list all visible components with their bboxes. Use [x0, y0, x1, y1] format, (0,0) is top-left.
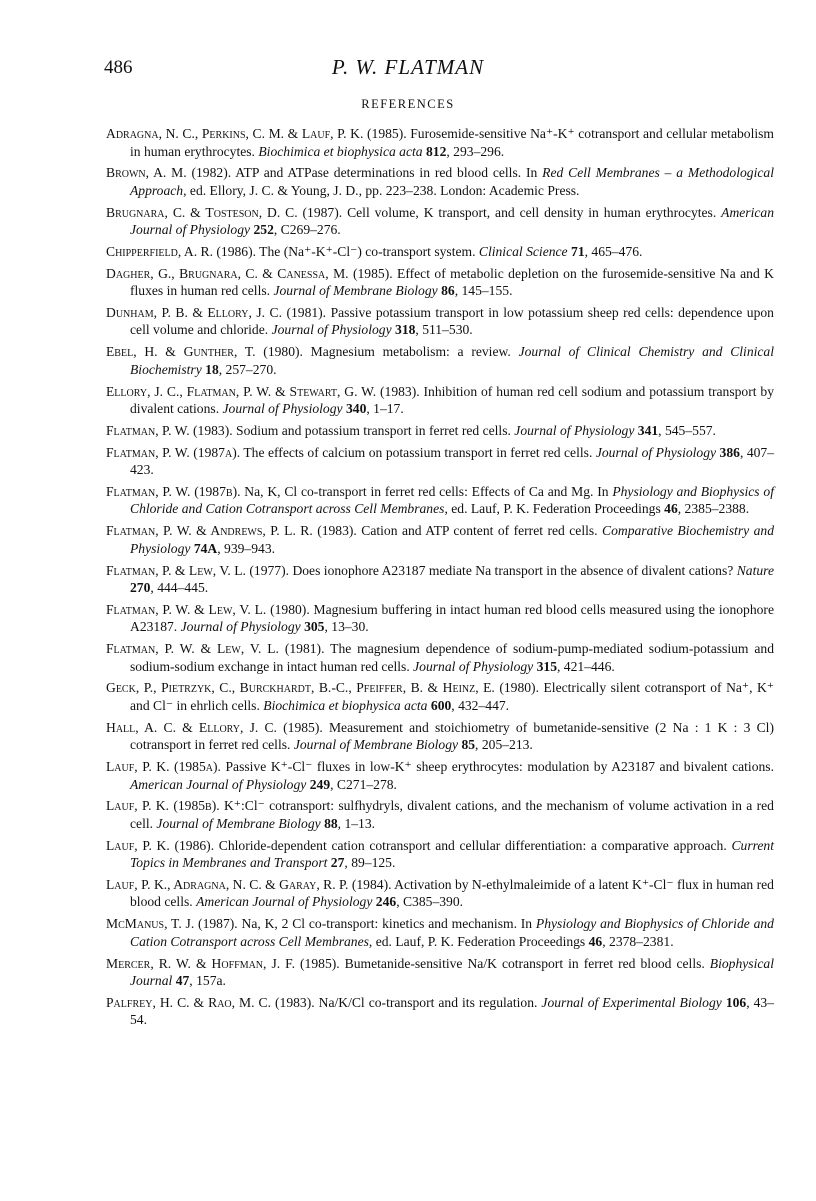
reference-authors: Dunham, P. B. & Ellory, J. C. (1981).	[106, 304, 327, 320]
reference-pages: , 511–530.	[415, 322, 473, 338]
reference-authors: Flatman, P. W. & Andrews, P. L. R. (1983).	[106, 523, 357, 539]
reference-entry	[106, 758, 774, 793]
reference-title: Bumetanide-sensitive Na/K cotransport in ferret red blood cells.	[339, 955, 710, 971]
reference-entry	[106, 164, 774, 199]
reference-pages: , 2385–2388.	[677, 501, 750, 517]
reference-entry	[106, 304, 774, 339]
reference-volume: 246	[375, 894, 397, 910]
reference-title: Na, K, 2 Cl co-transport: kinetics and mechanism. In	[237, 916, 536, 932]
reference-journal: Journal of Physiology	[413, 658, 534, 674]
reference-journal: American Journal of Physiology	[196, 894, 373, 910]
reference-title: Inhibition of human red cell sodium and potassium transport by divalent cations.	[130, 383, 774, 417]
reference-journal: American Journal of Physiology	[130, 204, 775, 238]
reference-entry	[106, 915, 774, 950]
reference-title: Magnesium metabolism: a review.	[302, 344, 519, 360]
reference-authors: McManus, T. J. (1987).	[106, 916, 238, 932]
reference-pages: , 545–557.	[658, 422, 716, 438]
reference-volume: 270	[130, 580, 151, 596]
reference-journal: Journal of Physiology	[180, 619, 301, 635]
reference-pages: , 13–30.	[324, 619, 369, 635]
page-number: 486	[104, 57, 133, 78]
reference-authors: Lauf, P. K., Adragna, N. C. & Garay, R. P. (1984).	[106, 876, 392, 892]
reference-pages: , 939–943.	[217, 540, 276, 556]
reference-journal: Comparative Biochemistry and Physiology	[130, 523, 774, 556]
reference-volume: 74A	[193, 540, 218, 556]
reference-authors: Flatman, P. W. (1987a).	[106, 444, 241, 460]
reference-list	[106, 125, 774, 1033]
reference-authors: Dagher, G., Brugnara, C. & Canessa, M. (1985).	[106, 265, 393, 281]
reference-entry	[106, 562, 774, 597]
reference-entry	[106, 876, 774, 911]
reference-entry	[106, 204, 774, 239]
reference-pages: , 293–296.	[446, 143, 505, 159]
reference-title: Magnesium buffering in intact human red blood cells measured using the ionophore A23187.	[130, 601, 774, 635]
reference-title: Effect of metabolic depletion on the furosemide-sensitive Na and K fluxes in human red cells.	[130, 265, 774, 299]
reference-entry	[106, 797, 774, 832]
reference-title: The (Na⁺-K⁺-Cl⁻) co-transport system.	[256, 243, 479, 259]
reference-volume: 27	[330, 855, 345, 871]
reference-journal: Biochimica et biophysica acta	[258, 143, 423, 159]
reference-title: The effects of calcium on potassium transport in ferret red cells.	[240, 444, 596, 460]
reference-authors: Adragna, N. C., Perkins, C. M. & Lauf, P. K. (1985).	[106, 126, 407, 141]
reference-journal: Journal of Experimental Biology	[541, 994, 722, 1010]
reference-pages: , C385–390.	[396, 894, 464, 910]
reference-authors: Brown, A. M. (1982).	[106, 165, 232, 181]
reference-volume: 85	[461, 737, 476, 753]
reference-volume: 47	[175, 973, 190, 989]
reference-volume: 305	[304, 619, 325, 635]
reference-title: Passive potassium transport in low potassium sheep red cells: dependence upon cell volume and chloride.	[130, 304, 774, 338]
section-title: REFERENCES	[361, 97, 455, 111]
reference-volume: 46	[664, 501, 678, 517]
reference-journal: Biochimica et biophysica acta	[263, 697, 428, 713]
reference-authors: Ebel, H. & Gunther, T. (1980).	[106, 344, 303, 360]
reference-details: , ed. Ellory, J. C. & Young, J. D., pp. 223–238. London: Academic Press.	[183, 182, 580, 198]
reference-title: Electrically silent cotransport of Na⁺, K⁺ and Cl⁻ in ehrlich cells.	[130, 680, 774, 713]
reference-authors: Palfrey, H. C. & Rao, M. C. (1983).	[106, 994, 315, 1010]
reference-title: Na, K, Cl co-transport in ferret red cells: Effects of Ca and Mg. In	[240, 483, 613, 499]
reference-volume: 88	[324, 815, 338, 831]
reference-title: Chloride-dependent cation cotransport and cellular differentiation: a comparative approach.	[214, 837, 732, 853]
reference-volume: 812	[425, 143, 447, 159]
reference-authors: Lauf, P. K. (1986).	[106, 837, 215, 853]
reference-journal: Journal of Membrane Biology	[293, 737, 459, 753]
reference-journal: Journal of Clinical Chemistry and Clinical Biochemistry	[130, 344, 774, 377]
reference-pages: , 43–54.	[130, 994, 774, 1028]
reference-entry	[106, 640, 774, 675]
reference-journal: Journal of Physiology	[595, 444, 717, 460]
reference-entry	[106, 343, 774, 378]
reference-title: Sodium and potassium transport in ferret red cells.	[232, 422, 515, 438]
reference-volume: 341	[637, 422, 659, 438]
reference-journal: Clinical Science	[478, 243, 568, 259]
reference-authors: Flatman, P. & Lew, V. L. (1977).	[106, 562, 290, 578]
reference-title: Cation and ATP content of ferret red cells.	[356, 523, 603, 539]
reference-pages: , 432–447.	[451, 697, 510, 713]
reference-authors: Flatman, P. W. (1983).	[106, 422, 233, 438]
reference-authors: Chipperfield, A. R. (1986).	[106, 243, 257, 259]
reference-title: Does ionophore A23187 mediate Na transport in the absence of divalent cations?	[289, 562, 737, 578]
reference-pages: , C271–278.	[330, 776, 397, 792]
reference-title: Activation by N-ethylmaleimide of a latent K⁺-Cl⁻ flux in human red blood cells.	[130, 876, 774, 910]
reference-pages: , 444–445.	[150, 580, 209, 596]
reference-entry	[106, 601, 774, 636]
reference-pages: , 1–17.	[366, 401, 404, 417]
reference-journal: Journal of Physiology	[222, 401, 343, 417]
reference-entry	[106, 522, 774, 557]
reference-pages: , 157a.	[189, 973, 226, 989]
reference-title: Passive K⁺-Cl⁻ fluxes in low-K⁺ sheep erythrocytes: modulation by A23187 and bivalent cations.	[220, 759, 774, 775]
reference-pages: , 257–270.	[218, 361, 277, 377]
reference-entry	[106, 955, 774, 990]
reference-journal: Journal of Physiology	[271, 322, 392, 338]
reference-entry	[106, 422, 774, 440]
reference-entry	[106, 679, 774, 714]
reference-pages: , C269–276.	[273, 222, 341, 238]
reference-volume: 318	[395, 322, 416, 338]
reference-entry	[106, 483, 774, 518]
reference-authors: Mercer, R. W. & Hoffman, J. F. (1985).	[106, 955, 340, 971]
reference-authors: Flatman, P. W. (1987b).	[106, 483, 241, 499]
reference-authors: Ellory, J. C., Flatman, P. W. & Stewart, G. W. (1983).	[106, 383, 420, 399]
reference-entry	[106, 837, 774, 872]
reference-authors: Geck, P., Pietrzyk, C., Burckhardt, B.-C., Pfeiffer, B. & Heinz, E. (1980).	[106, 680, 539, 696]
reference-title: Cell volume, K transport, and cell density in human erythrocytes.	[342, 204, 722, 220]
reference-entry	[106, 994, 774, 1029]
reference-volume: 252	[253, 222, 274, 238]
reference-pages: , 89–125.	[344, 855, 396, 871]
reference-title: Measurement and stoichiometry of bumetanide-sensitive (2 Na : 1 K : 3 Cl) cotransport in ferret red cells.	[130, 719, 774, 753]
reference-pages: , 465–476.	[584, 243, 643, 259]
reference-details: , ed. Lauf, P. K. Federation Proceedings	[444, 501, 665, 517]
reference-journal: Physiology and Biophysics of Chloride and Cation Cotransport across Cell Membranes	[130, 483, 774, 517]
reference-volume: 46	[588, 933, 603, 949]
reference-pages: , 145–155.	[454, 283, 513, 299]
reference-title: ATP and ATPase determinations in red blood cells. In	[231, 165, 543, 181]
reference-journal: Nature	[736, 562, 774, 578]
reference-volume: 340	[345, 401, 367, 417]
reference-title: Furosemide-sensitive Na⁺-K⁺ cotransport and cellular metabolism in human erythrocytes.	[130, 126, 774, 159]
reference-entry	[106, 243, 774, 261]
running-head: P. W. FLATMAN	[331, 55, 485, 79]
reference-pages: , 407–423.	[130, 444, 775, 478]
reference-volume: 315	[536, 658, 557, 674]
reference-journal: Red Cell Membranes – a Methodological Approach	[130, 165, 774, 198]
reference-volume: 71	[571, 243, 585, 259]
reference-volume: 18	[205, 361, 219, 377]
reference-journal: Physiology and Biophysics of Chloride and Cation Cotransport across Cell Membranes	[130, 916, 774, 949]
reference-volume: 249	[309, 776, 331, 792]
reference-entry	[106, 444, 774, 479]
reference-title: Na/K/Cl co-transport and its regulation.	[314, 994, 542, 1010]
reference-journal: American Journal of Physiology	[130, 776, 307, 792]
reference-entry	[106, 719, 774, 754]
reference-authors: Brugnara, C. & Tosteson, D. C. (1987).	[106, 204, 343, 220]
reference-journal: Biophysical Journal	[130, 955, 774, 989]
reference-volume: 86	[441, 283, 455, 299]
reference-authors: Lauf, P. K. (1985b).	[106, 798, 220, 814]
reference-authors: Flatman, P. W. & Lew, V. L. (1980).	[106, 601, 310, 617]
reference-entry	[106, 265, 774, 300]
reference-journal: Journal of Membrane Biology	[273, 283, 438, 299]
reference-authors: Flatman, P. W. & Lew, V. L. (1981).	[106, 641, 325, 657]
reference-volume: 106	[725, 994, 747, 1010]
reference-volume: 600	[430, 697, 452, 713]
reference-volume: 386	[719, 444, 740, 460]
reference-entry	[106, 383, 774, 418]
reference-journal: Current Topics in Membranes and Transport	[130, 837, 774, 871]
reference-title: The magnesium dependence of sodium-pump-mediated sodium-potassium and sodium-sodium exchange in intact human red cells.	[130, 641, 774, 674]
reference-authors: Lauf, P. K. (1985a).	[106, 759, 221, 775]
reference-journal: Journal of Physiology	[514, 422, 635, 438]
reference-journal: Journal of Membrane Biology	[156, 815, 321, 831]
reference-authors: Hall, A. C. & Ellory, J. C. (1985).	[106, 719, 323, 735]
reference-title: K⁺:Cl⁻ cotransport: sulfhydryls, divalent cations, and the mechanism of volume activation in a red cell.	[130, 798, 774, 831]
reference-pages: , 2378–2381.	[602, 933, 674, 949]
reference-pages: , 421–446.	[557, 658, 615, 674]
reference-details: , ed. Lauf, P. K. Federation Proceedings	[368, 933, 589, 949]
reference-entry	[106, 125, 774, 160]
reference-pages: , 205–213.	[475, 737, 533, 753]
reference-pages: , 1–13.	[337, 815, 376, 831]
